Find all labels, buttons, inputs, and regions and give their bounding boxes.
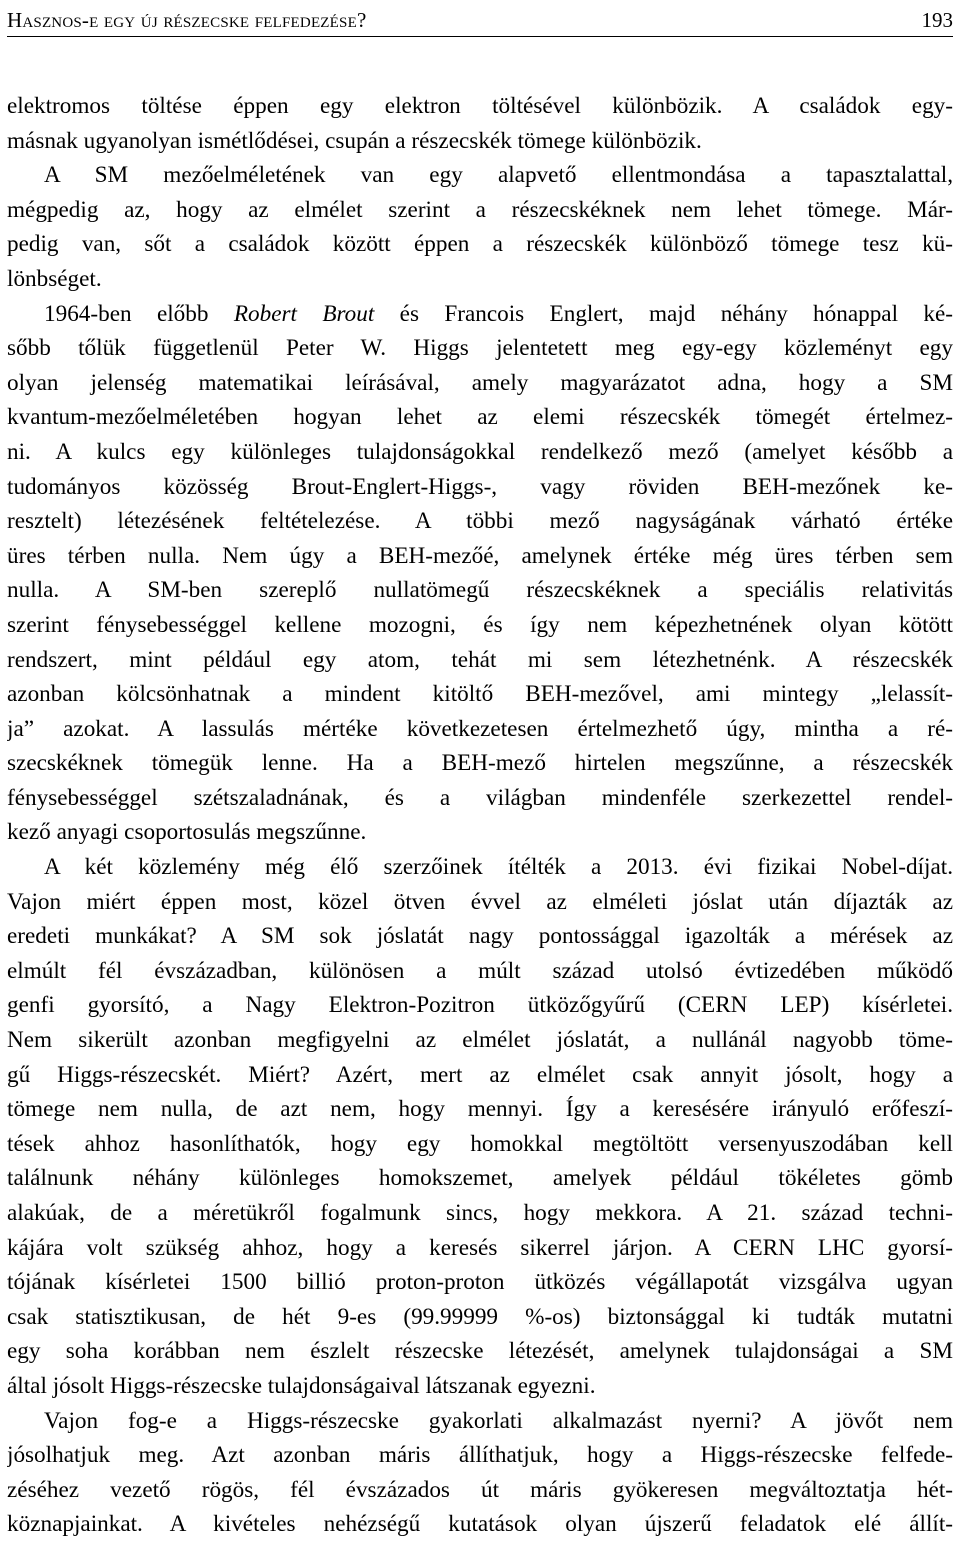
text-line: rendszert, mint például egy atom, tehát mi sem létezhetnénk. A részecskék — [7, 646, 953, 673]
text-line: tudományos közösség Brout-Englert-Higgs-, vagy röviden BEH-mezőnek ke- — [7, 473, 953, 500]
text-line: A SM mezőelméletének van egy alapvető ellentmondása a tapasztalattal, — [44, 162, 953, 189]
text-line: szerint fénysebességgel kellene mozogni, és így nem képezhetnének olyan kötött — [7, 611, 953, 638]
body-text — [7, 89, 953, 1542]
running-header — [7, 0, 953, 37]
text-line: ja” azokat. A lassulás mértéke következetesen értelmezhető úgy, mintha a ré- — [7, 715, 953, 742]
text-line: kvantum-mezőelméletében hogyan lehet az elemi részecskék tömegét értelmez- — [7, 404, 953, 431]
text-line: gű Higgs-részecskét. Miért? Azért, mert az elmélet csak annyit jósolt, hogy a — [7, 1061, 953, 1088]
text-line: zéséhez vezető rögös, fél évszázados út máris gyökeresen megváltoztatja hét- — [7, 1476, 953, 1503]
text-line: tömege nem nulla, de azt nem, hogy mennyi. Így a keresésére irányuló erőfeszí- — [7, 1096, 953, 1123]
text-line: kező anyagi csoportosulás megszűnne. — [7, 819, 367, 846]
text-line: másnak ugyanolyan ismétlődései, csupán a részecskék tömege különbözik. — [7, 127, 702, 154]
text-line: lönbséget. — [7, 265, 102, 292]
text-line: nulla. A SM-ben szereplő nullatömegű részecskéknek a speciális relativitás — [7, 577, 953, 604]
text-line: elektromos töltése éppen egy elektron töltésével különbözik. A családok egy- — [7, 93, 953, 119]
text-line: fénysebességgel szétszaladnának, és a világban mindenféle szerkezettel rendel- — [7, 784, 953, 811]
text-line: resztelt) létezésének feltételezése. A többi mező nagyságának várható értéke — [7, 508, 953, 535]
text-line: azonban kölcsönhatnak a mindent kitöltő BEH-mezővel, ami mintegy „lelassít- — [7, 681, 953, 708]
chapter-title: Hasznos-e egy új részecske felfedezése? — [7, 8, 367, 32]
text-line: Vajon miért éppen most, közel ötven évvel az elméleti jóslat után díjazták az — [7, 888, 953, 915]
text-line: A két közlemény még élő szerzőinek ítélték a 2013. évi fizikai Nobel-díjat. — [44, 854, 953, 881]
text-line: pedig van, sőt a családok között éppen a részecskék különböző tömege tesz kü- — [7, 231, 953, 258]
text-run: és Francois Englert, majd néhány hónappal ké- — [374, 300, 953, 327]
text-line: által jósolt Higgs-részecske tulajdonságaival látszanak egyezni. — [7, 1372, 596, 1399]
book-page — [7, 0, 953, 1542]
text-line: üres térben nulla. Nem úgy a BEH-mezőé, amelynek értéke még üres térben sem — [7, 542, 953, 569]
text-line: olyan jelenség matematikai leírásával, amely magyarázatot adna, hogy a SM — [7, 369, 953, 396]
text-line: Nem sikerült azonban megfigyelni az elmélet jóslatát, a nullánál nagyobb töme- — [7, 1027, 953, 1054]
text-run: 1964-ben előbb — [44, 300, 234, 327]
text-line: Vajon fog-e a Higgs-részecske gyakorlati alkalmazást nyerni? A jövőt nem — [44, 1407, 953, 1434]
text-line: csak statisztikusan, de hét 9-es (99.99999 %-os) biztonsággal ki tudták mutatni — [7, 1303, 953, 1330]
text-line: genfi gyorsító, a Nagy Elektron-Pozitron ütközőgyűrű (CERN LEP) kísérletei. — [7, 992, 953, 1019]
text-line: tójának kísérletei 1500 billió proton-proton ütközés végállapotát vizsgálva ugyan — [7, 1269, 953, 1296]
text-line: eredeti munkákat? A SM sok jóslatát nagy pontossággal igazolták a mérések az — [7, 923, 953, 950]
text-line: tések ahhoz hasonlíthatók, hogy egy homokkal megtöltött versenyuszodában kell — [7, 1130, 953, 1157]
text-line: mégpedig az, hogy az elmélet szerint a részecskéknek nem lehet tömege. Már- — [7, 196, 953, 223]
text-line: ni. A kulcs egy különleges tulajdonságokkal rendelkező mező (amelyet később a — [7, 438, 953, 465]
text-line: elmúlt fél évszázadban, különösen a múlt század utolsó évtizedében működő — [7, 957, 953, 984]
text-line: alakúak, de a méretükről fogalmunk sincs, hogy mekkora. A 21. század techni- — [7, 1200, 953, 1226]
page-number: 193 — [921, 8, 953, 32]
text-line — [7, 297, 953, 332]
author-name-italic: Robert Brout — [233, 300, 375, 327]
text-line: jósolhatjuk meg. Azt azonban máris állíthatjuk, hogy a Higgs-részecske felfede- — [7, 1442, 953, 1469]
text-line: egy soha korábban nem észlelt részecske létezését, amelynek tulajdonságai a SM — [7, 1338, 953, 1365]
text-line: szecskéknek tömegük lenne. Ha a BEH-mező hirtelen megszűnne, a részecskék — [7, 750, 953, 777]
text-line: köznapjainkat. A kivételes nehézségű kutatások olyan újszerű feladatok elé állít- — [7, 1511, 953, 1538]
text-line: sőbb tőlük függetlenül Peter W. Higgs jelentetett meg egy-egy közleményt egy — [7, 335, 953, 362]
text-line: találnunk néhány különleges homokszemet, amelyek például tökéletes gömb — [7, 1165, 953, 1192]
text-line: kájára volt szükség ahhoz, hogy a keresés sikerrel járjon. A CERN LHC gyorsí- — [7, 1234, 953, 1261]
